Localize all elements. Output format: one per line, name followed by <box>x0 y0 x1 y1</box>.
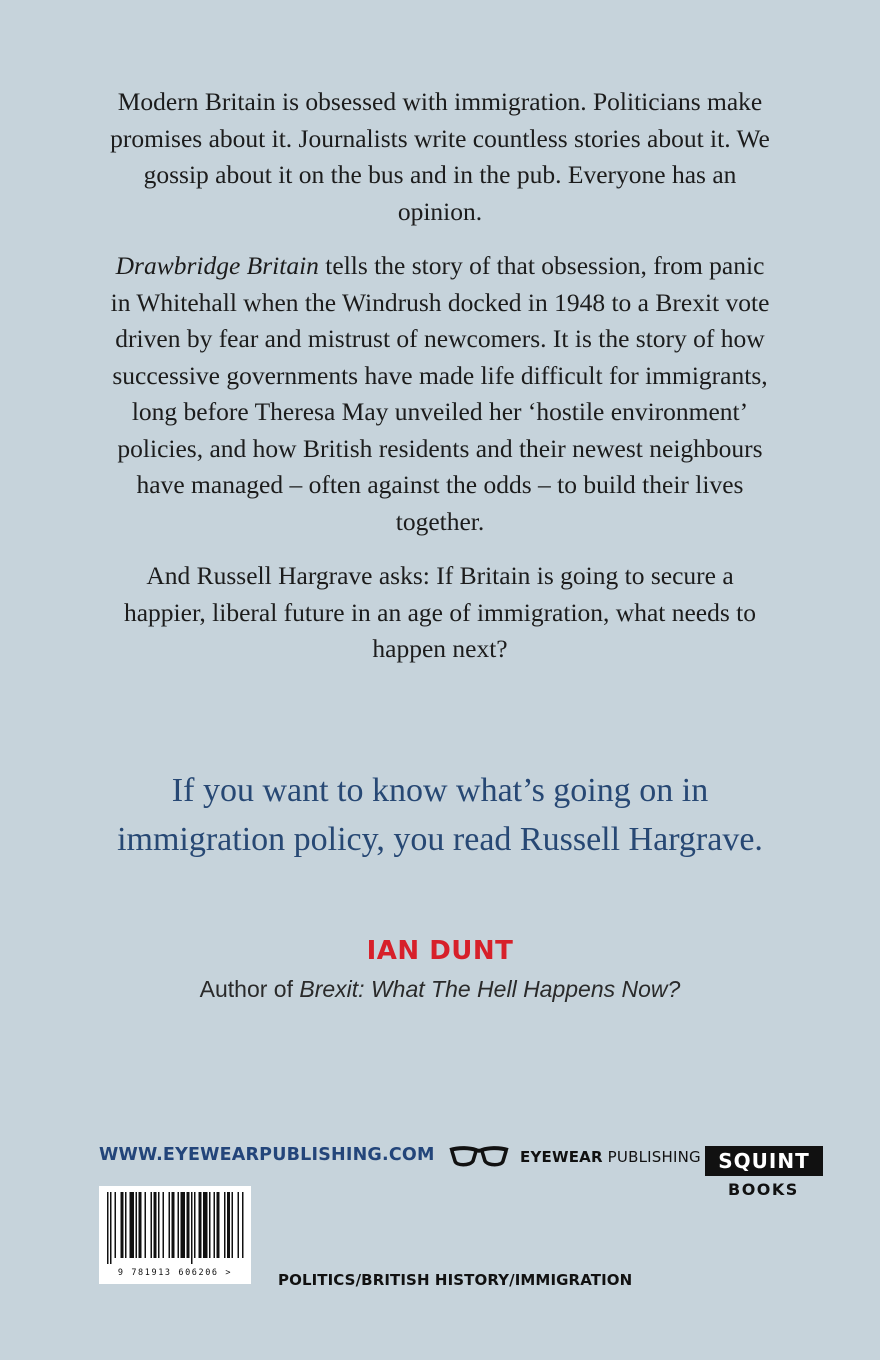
barcode-bar <box>158 1192 160 1258</box>
publisher-name-bold: EYEWEAR <box>520 1148 603 1166</box>
barcode-bar <box>209 1192 211 1258</box>
barcode-bar <box>187 1192 190 1258</box>
imprint-subtitle: BOOKS <box>728 1180 799 1199</box>
barcode-bar <box>242 1192 244 1258</box>
barcode-bar <box>130 1192 135 1258</box>
barcode-icon <box>99 1186 251 1266</box>
barcode-bar <box>163 1192 165 1258</box>
barcode-bar <box>110 1192 112 1264</box>
barcode-bar <box>154 1192 157 1258</box>
book-category: POLITICS/BRITISH HISTORY/IMMIGRATION <box>278 1271 633 1289</box>
barcode-bar <box>121 1192 124 1258</box>
barcode-bar <box>145 1192 147 1258</box>
publisher-website[interactable]: WWW.EYEWEARPUBLISHING.COM <box>99 1145 435 1165</box>
barcode-bar <box>191 1192 193 1264</box>
barcode-bar <box>217 1192 220 1258</box>
barcode-bar <box>125 1192 127 1258</box>
barcode-bar <box>172 1192 175 1258</box>
isbn-barcode <box>99 1186 251 1284</box>
barcode-bar <box>238 1192 240 1258</box>
blurb-paragraph-2 <box>110 248 770 540</box>
barcode-bar <box>169 1192 171 1258</box>
barcode-bar <box>115 1192 117 1258</box>
publisher-logo <box>448 1144 701 1170</box>
barcode-bar <box>203 1192 208 1258</box>
barcode-bar <box>214 1192 216 1258</box>
barcode-bar <box>224 1192 226 1258</box>
endorsement-credit <box>110 976 770 1003</box>
barcode-bar <box>232 1192 234 1258</box>
imprint-logo: SQUINT <box>705 1146 823 1176</box>
barcode-bar <box>181 1192 186 1258</box>
glasses-icon <box>448 1144 510 1170</box>
barcode-bar <box>227 1192 230 1258</box>
barcode-bar <box>139 1192 142 1258</box>
barcode-bar <box>151 1192 153 1258</box>
endorsement-quote: If you want to know what’s going on in immigration policy, you read Russell Hargrave. <box>117 772 763 858</box>
credit-title: Brexit: What The Hell Happens Now? <box>299 976 681 1002</box>
blurb-paragraph-1: Modern Britain is obsessed with immigration. Politicians make promises about it. Journalists write countless stories about it. We gossip about it on the bus and in the pub. Everyone has an opinion. <box>110 87 770 226</box>
barcode-bar <box>199 1192 202 1258</box>
blurb-paragraph-2-text: tells the story of that obsession, from panic in Whitehall when the Windrush docked in 1948 to a Brexit vote driven by fear and mistrust of newcomers. It is the story of how successive governments have made life difficult for immigrants, long before Theresa May unveiled her ‘hostile environment’ policies, and how British residents and their newest neighbours have managed – often against the odds – to build their lives together. <box>110 251 770 536</box>
publisher-name-rest: PUBLISHING <box>602 1148 701 1166</box>
blurb-paragraph-3: And Russell Hargrave asks: If Britain is going to secure a happier, liberal future in an age of immigration, what needs to happen next? <box>123 561 757 663</box>
barcode-bar <box>107 1192 109 1264</box>
barcode-bar <box>178 1192 180 1258</box>
isbn-digits: 9 781913 606206 > <box>117 1268 233 1278</box>
endorsement-author: IAN DUNT <box>366 936 514 966</box>
publisher-name <box>520 1148 701 1166</box>
barcode-bar <box>136 1192 138 1258</box>
credit-prefix: Author of <box>199 976 300 1002</box>
book-title: Drawbridge Britain <box>115 251 319 280</box>
barcode-bar <box>194 1192 196 1258</box>
